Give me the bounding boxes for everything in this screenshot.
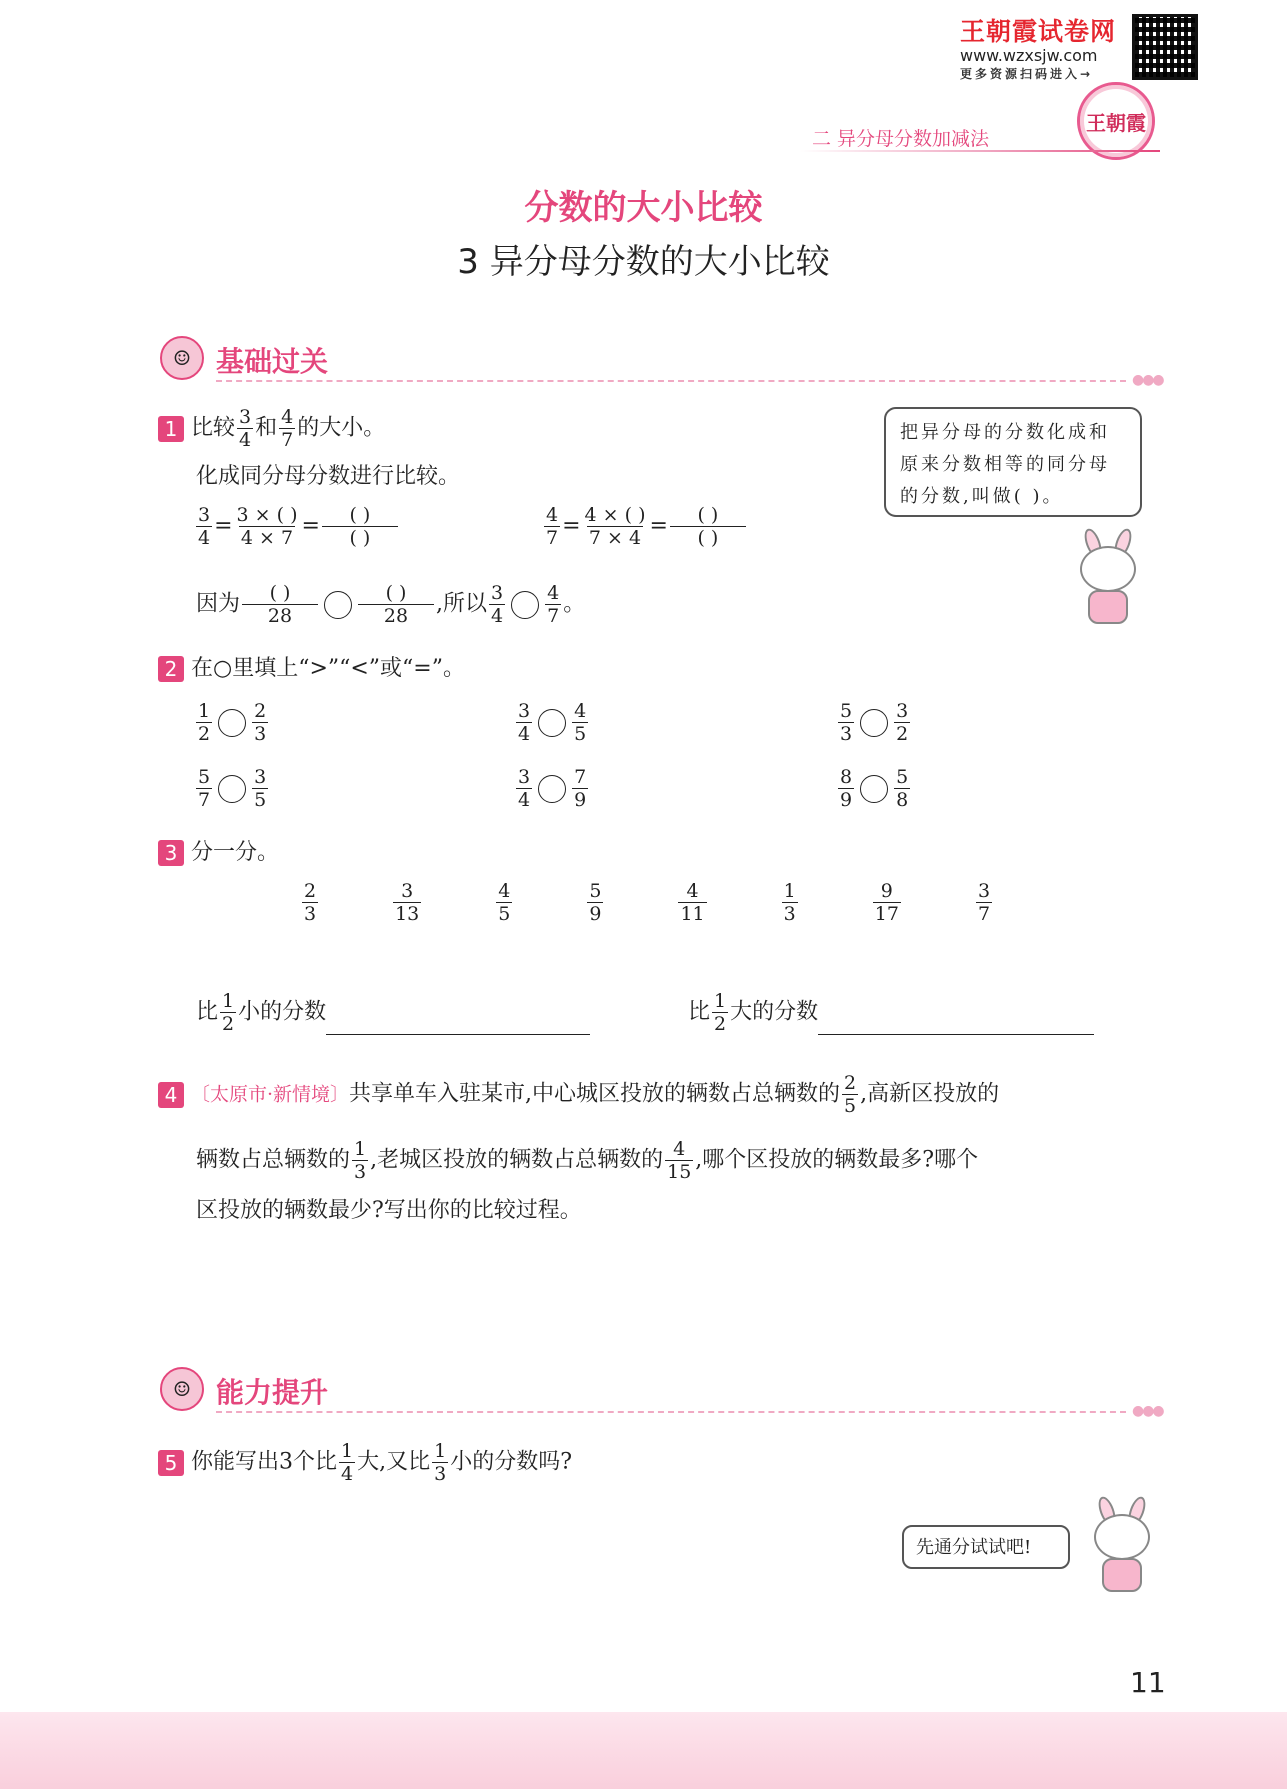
section-divider bbox=[216, 380, 1126, 382]
fraction[interactable]: $\frac{1}{3}$ bbox=[783, 880, 796, 925]
fraction[interactable]: $\frac{9}{17}$ bbox=[874, 880, 899, 925]
question-number: 5 bbox=[158, 1450, 184, 1476]
brand-block bbox=[960, 12, 1130, 82]
question-number: 4 bbox=[158, 1082, 184, 1108]
answer-line[interactable] bbox=[818, 1007, 1094, 1035]
answer-fraction[interactable]: $\frac{( )}{28}$ bbox=[242, 582, 318, 627]
chapter-divider bbox=[800, 150, 1160, 152]
q4-line3: 区投放的辆数最少?写出你的比较过程。 bbox=[196, 1198, 582, 1223]
dots-decoration-icon: ●●● bbox=[1132, 372, 1163, 388]
fraction: $\frac{4 \times ( )}{7 \times 4}$ bbox=[584, 504, 646, 549]
mascot-icon: ☺ bbox=[160, 336, 204, 380]
page-title: 分数的大小比较 bbox=[524, 188, 763, 228]
compare-circle[interactable] bbox=[538, 709, 566, 737]
compare-circle[interactable] bbox=[324, 591, 352, 619]
question-tag: 〔太原市·新情境〕 bbox=[191, 1083, 350, 1106]
mascot-icon: ☺ bbox=[160, 1367, 204, 1411]
q2-text: 在○里填上“>”“<”或“=”。 bbox=[191, 656, 465, 681]
section-advanced-header bbox=[160, 1367, 1163, 1419]
seal-text: 王朝霞 bbox=[1086, 110, 1146, 135]
compare-circle[interactable] bbox=[860, 775, 888, 803]
section-basic-header bbox=[160, 336, 1163, 388]
compare-item: $\frac{8}{9}$ $\frac{5}{8}$ bbox=[840, 766, 909, 811]
chapter-label: 二 异分母分数加减法 bbox=[812, 128, 990, 150]
page-number: 11 bbox=[1130, 1666, 1166, 1699]
compare-item: $\frac{3}{4}$ $\frac{7}{9}$ bbox=[518, 766, 587, 811]
fraction: $\frac{4}{7}$ bbox=[547, 582, 560, 627]
rabbit-mascot-icon bbox=[1072, 528, 1144, 628]
question-number: 3 bbox=[158, 840, 184, 866]
question-2 bbox=[158, 654, 465, 684]
question-number: 2 bbox=[158, 656, 184, 682]
compare-circle[interactable] bbox=[538, 775, 566, 803]
fraction[interactable]: $\frac{4}{11}$ bbox=[680, 880, 705, 925]
compare-item: $\frac{5}{7}$ $\frac{3}{5}$ bbox=[198, 766, 267, 811]
less-than-half-row: 比 $\frac{1}{2}$ 小的分数 bbox=[196, 990, 590, 1035]
answer-fraction[interactable]: $\frac{( )}{( )}$ bbox=[670, 504, 746, 549]
fraction: $\frac{4}{7}$ bbox=[281, 406, 294, 451]
qr-code-icon[interactable] bbox=[1132, 14, 1198, 80]
tip-line: 的分数,叫做( )。 bbox=[900, 486, 1064, 507]
compare-item: $\frac{5}{3}$ $\frac{3}{2}$ bbox=[840, 700, 909, 745]
fraction: $\frac{3}{4}$ bbox=[491, 582, 504, 627]
fraction: $\frac{3 \times ( )}{4 \times 7}$ bbox=[236, 504, 298, 549]
fraction[interactable]: $\frac{5}{9}$ bbox=[589, 880, 602, 925]
compare-item: $\frac{1}{2}$ $\frac{2}{3}$ bbox=[198, 700, 267, 745]
compare-circle[interactable] bbox=[511, 591, 539, 619]
question-1 bbox=[158, 406, 385, 451]
brand-more: 更多资源扫码进入→ bbox=[960, 67, 1094, 81]
fraction: $\frac{3}{4}$ bbox=[239, 406, 252, 451]
tip-bubble bbox=[884, 407, 1142, 517]
compare-circle[interactable] bbox=[218, 709, 246, 737]
fraction[interactable]: $\frac{3}{13}$ bbox=[395, 880, 420, 925]
q1-text: 。 bbox=[563, 591, 586, 617]
q1-text: 比较 bbox=[191, 415, 236, 441]
greater-than-half-row: 比 $\frac{1}{2}$ 大的分数 bbox=[688, 990, 1094, 1035]
brand-url[interactable]: www.wzxsjw.com bbox=[960, 46, 1098, 65]
compare-circle[interactable] bbox=[860, 709, 888, 737]
question-number: 1 bbox=[158, 416, 184, 442]
q3-text: 分一分。 bbox=[191, 840, 280, 865]
q1-equation-2: $\frac{4}{7}$ = $\frac{4 \times ( )}{7 \times 4}$ = $\frac{( )}{( )}$ bbox=[542, 504, 748, 549]
q1-text: 和 bbox=[255, 415, 278, 441]
compare-item: $\frac{3}{4}$ $\frac{4}{5}$ bbox=[518, 700, 587, 745]
brand-name: 王朝霞试卷网 bbox=[960, 17, 1117, 46]
rabbit-mascot-icon bbox=[1086, 1496, 1158, 1596]
tip-line: 把异分母的分数化成和 bbox=[900, 422, 1110, 443]
compare-circle[interactable] bbox=[218, 775, 246, 803]
question-3 bbox=[158, 838, 279, 868]
answer-line[interactable] bbox=[326, 1007, 590, 1035]
answer-fraction[interactable]: $\frac{( )}{( )}$ bbox=[322, 504, 398, 549]
q1-text: ,所以 bbox=[436, 591, 488, 617]
section-basic-title: 基础过关 bbox=[216, 345, 329, 378]
fraction: $\frac{3}{4}$ bbox=[198, 504, 211, 549]
answer-fraction[interactable]: $\frac{( )}{28}$ bbox=[358, 582, 434, 627]
q1-text: 因为 bbox=[196, 591, 241, 617]
q1-equation-1: $\frac{3}{4}$ = $\frac{3 \times ( )}{4 \times 7}$ = $\frac{( )}{( )}$ bbox=[194, 504, 400, 549]
question-5: 5 你能写出3个比 $\frac{1}{4}$ 大,又比 $\frac{1}{3}$ 小的分数吗? bbox=[158, 1440, 572, 1485]
q4-line2: 辆数占总辆数的 $\frac{1}{3}$ ,老城区投放的辆数占总辆数的 $\frac{4}{15}$ ,哪个区投放的辆数最多?哪个 bbox=[196, 1138, 979, 1183]
dots-decoration-icon: ●●● bbox=[1132, 1403, 1163, 1419]
page-subtitle: 3 异分母分数的大小比较 bbox=[457, 242, 830, 282]
q1-text: 的大小。 bbox=[297, 415, 386, 441]
q1-conclusion bbox=[196, 582, 585, 627]
section-advanced-title: 能力提升 bbox=[216, 1376, 329, 1409]
q1-line2: 化成同分母分数进行比较。 bbox=[196, 464, 461, 489]
fraction[interactable]: $\frac{2}{3}$ bbox=[304, 880, 317, 925]
tip-line: 原来分数相等的同分母 bbox=[900, 454, 1110, 475]
question-4: 4 〔太原市·新情境〕共享单车入驻某市,中心城区投放的辆数占总辆数的 $\frac{2}{5}$ ,高新区投放的 bbox=[158, 1072, 999, 1117]
fraction[interactable]: $\frac{4}{5}$ bbox=[498, 880, 511, 925]
hint-bubble: 先通分试试吧! bbox=[902, 1525, 1070, 1569]
fraction-pool bbox=[300, 880, 994, 925]
fraction[interactable]: $\frac{3}{7}$ bbox=[977, 880, 991, 925]
section-divider bbox=[216, 1411, 1126, 1413]
fraction: $\frac{4}{7}$ bbox=[546, 504, 559, 549]
brand-seal bbox=[1077, 82, 1155, 160]
footer-band bbox=[0, 1712, 1287, 1789]
